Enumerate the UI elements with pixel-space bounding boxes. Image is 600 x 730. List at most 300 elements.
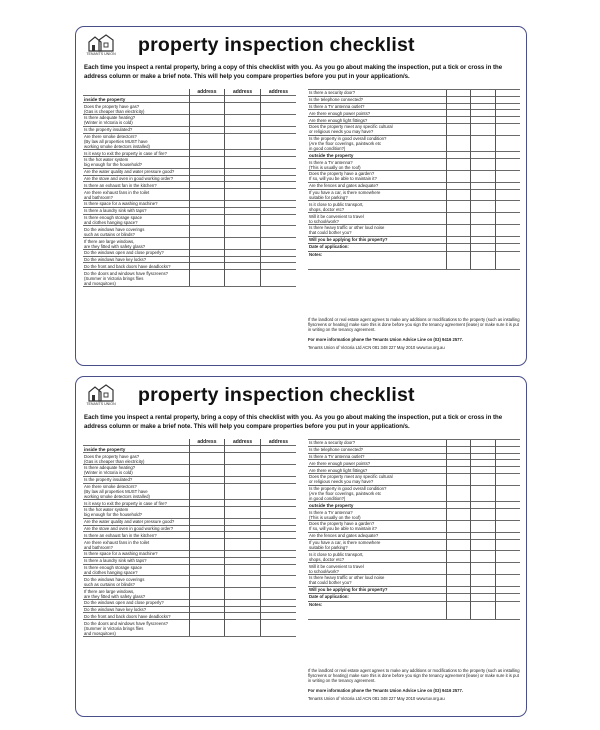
checklist-row — [83, 157, 296, 169]
checklist-row — [308, 123, 520, 135]
address-check-cell[interactable] — [260, 606, 296, 613]
address-check-cell[interactable] — [446, 236, 471, 243]
address-check-cell[interactable] — [225, 557, 261, 564]
address-check-cell[interactable] — [260, 200, 296, 207]
address-check-cell[interactable] — [189, 214, 225, 226]
address-check-cell[interactable] — [495, 574, 520, 586]
address-check-cell[interactable] — [495, 251, 520, 269]
address-check-cell[interactable] — [225, 525, 261, 532]
checklist-question: Is it easy to exit the property in case of fire? — [83, 150, 189, 157]
address-check-cell[interactable] — [225, 114, 261, 126]
checklist-question: Does the property have gas? (Gas is cheaper than electricity) — [83, 453, 189, 465]
address-check-cell[interactable] — [189, 207, 225, 214]
address-check-cell[interactable] — [225, 189, 261, 201]
address-check-cell[interactable] — [225, 599, 261, 606]
address-check-cell[interactable] — [260, 182, 296, 189]
address-check-cell[interactable] — [471, 251, 496, 269]
address-check-cell[interactable] — [471, 96, 496, 103]
address-check-cell[interactable] — [260, 168, 296, 175]
checklist-question: Do the doors and windows have flyscreens? (Summer in Victoria brings flies and mosquitoes) — [83, 620, 189, 637]
address-check-cell[interactable] — [225, 576, 261, 588]
address-check-cell[interactable] — [189, 175, 225, 182]
address-check-cell[interactable] — [260, 500, 296, 507]
address-check-cell[interactable] — [189, 507, 225, 519]
address-check-cell[interactable] — [225, 464, 261, 476]
checklist-question: Are there exhaust fans in the toilet and bathroom? — [83, 189, 189, 201]
address-check-cell[interactable] — [225, 483, 261, 500]
checklist-question: Is there space for a washing machine? — [83, 200, 189, 207]
address-check-cell[interactable] — [446, 551, 471, 563]
address-check-cell[interactable] — [225, 507, 261, 519]
address-check-cell[interactable] — [260, 588, 296, 600]
address-check-cell[interactable] — [446, 460, 471, 467]
address-check-cell[interactable] — [495, 243, 520, 251]
column-header-address: address — [260, 439, 296, 446]
address-check-cell[interactable] — [471, 485, 496, 502]
address-check-cell[interactable] — [446, 586, 471, 593]
address-check-cell[interactable] — [446, 467, 471, 474]
checklist-row — [83, 464, 296, 476]
address-check-cell[interactable] — [260, 226, 296, 238]
checklist-question: Do the front and back doors have deadlocks? — [83, 613, 189, 620]
address-check-cell[interactable] — [225, 606, 261, 613]
address-check-cell[interactable] — [225, 446, 261, 453]
address-check-cell[interactable] — [446, 135, 471, 152]
checklist-question: Date of application: — [308, 593, 446, 601]
address-check-cell[interactable] — [471, 574, 496, 586]
address-check-cell[interactable] — [189, 157, 225, 169]
address-check-cell[interactable] — [446, 123, 471, 135]
address-check-cell[interactable] — [446, 243, 471, 251]
checklist-row — [308, 586, 520, 593]
address-check-cell[interactable] — [225, 126, 261, 133]
address-check-cell[interactable] — [189, 226, 225, 238]
address-check-cell[interactable] — [446, 593, 471, 601]
address-check-cell[interactable] — [189, 270, 225, 287]
address-check-cell[interactable] — [471, 460, 496, 467]
address-check-cell[interactable] — [495, 189, 520, 201]
address-check-cell[interactable] — [446, 446, 471, 453]
checklist-row — [308, 460, 520, 467]
address-check-cell[interactable] — [495, 135, 520, 152]
address-check-cell[interactable] — [260, 214, 296, 226]
checklist-question: Is there a TV antenna outlet? — [308, 453, 446, 460]
checklist-row — [83, 249, 296, 256]
address-check-cell[interactable] — [260, 613, 296, 620]
address-check-cell[interactable] — [260, 539, 296, 551]
address-check-cell[interactable] — [225, 500, 261, 507]
address-check-cell[interactable] — [225, 249, 261, 256]
checklist-row — [83, 606, 296, 613]
address-check-cell[interactable] — [495, 213, 520, 225]
address-check-cell[interactable] — [471, 159, 496, 171]
address-check-cell[interactable] — [260, 270, 296, 287]
address-check-cell[interactable] — [471, 236, 496, 243]
address-check-cell[interactable] — [471, 213, 496, 225]
address-check-cell[interactable] — [225, 550, 261, 557]
address-check-cell[interactable] — [260, 518, 296, 525]
address-check-cell[interactable] — [189, 263, 225, 270]
address-check-cell[interactable] — [260, 453, 296, 465]
address-check-cell[interactable] — [260, 599, 296, 606]
address-check-cell[interactable] — [260, 525, 296, 532]
address-check-cell[interactable] — [189, 518, 225, 525]
checklist-question: Does the property have a garden? If so, will you be able to maintain it? — [308, 521, 446, 533]
address-check-cell[interactable] — [260, 564, 296, 576]
address-check-cell[interactable] — [189, 539, 225, 551]
address-check-cell[interactable] — [260, 256, 296, 263]
address-check-cell[interactable] — [446, 90, 471, 97]
address-check-cell[interactable] — [471, 473, 496, 485]
address-check-cell[interactable] — [446, 152, 471, 159]
checklist-row — [308, 117, 520, 124]
address-check-cell[interactable] — [260, 207, 296, 214]
column-header-address: address — [225, 89, 261, 96]
address-check-cell[interactable] — [471, 601, 496, 619]
address-check-cell[interactable] — [471, 467, 496, 474]
checklist-question: Is there enough storage space and clothes hanging space? — [83, 214, 189, 226]
address-check-cell[interactable] — [189, 133, 225, 150]
checklist-question: Do the windows have key locks? — [83, 606, 189, 613]
address-check-cell[interactable] — [495, 236, 520, 243]
address-check-cell[interactable] — [260, 150, 296, 157]
address-check-cell[interactable] — [446, 110, 471, 117]
address-check-cell[interactable] — [189, 103, 225, 115]
address-check-cell[interactable] — [446, 502, 471, 509]
address-check-cell[interactable] — [260, 550, 296, 557]
address-check-cell[interactable] — [471, 551, 496, 563]
address-check-cell[interactable] — [471, 90, 496, 97]
address-check-cell[interactable] — [260, 249, 296, 256]
address-check-cell[interactable] — [471, 171, 496, 183]
address-check-cell[interactable] — [260, 557, 296, 564]
address-check-cell[interactable] — [471, 593, 496, 601]
address-check-cell[interactable] — [471, 563, 496, 575]
address-check-cell[interactable] — [446, 159, 471, 171]
address-check-cell[interactable] — [189, 464, 225, 476]
checklist-question: Are there enough light fittings? — [308, 467, 446, 474]
section-heading-row — [308, 152, 520, 159]
footer-org: Tenants Union of Victoria Ltd ACN 081 348 227 May 2010 www.tuv.org.au — [308, 344, 445, 350]
address-check-cell[interactable] — [189, 189, 225, 201]
address-check-cell[interactable] — [189, 150, 225, 157]
address-check-cell[interactable] — [495, 96, 520, 103]
address-check-cell[interactable] — [189, 613, 225, 620]
address-check-cell[interactable] — [471, 103, 496, 110]
checklist-row — [83, 483, 296, 500]
address-check-cell[interactable] — [189, 96, 225, 103]
address-check-cell[interactable] — [189, 532, 225, 539]
address-check-cell[interactable] — [471, 586, 496, 593]
address-check-cell[interactable] — [189, 500, 225, 507]
address-check-cell[interactable] — [225, 613, 261, 620]
checklist-row — [308, 224, 520, 236]
address-check-cell[interactable] — [260, 476, 296, 483]
checklist-row — [308, 574, 520, 586]
address-check-cell[interactable] — [446, 171, 471, 183]
address-check-cell[interactable] — [225, 182, 261, 189]
address-check-cell[interactable] — [260, 189, 296, 201]
address-check-cell[interactable] — [446, 440, 471, 447]
checklist-question: Is the telephone connected? — [308, 446, 446, 453]
address-check-cell[interactable] — [495, 201, 520, 213]
address-check-cell[interactable] — [495, 159, 520, 171]
address-check-cell[interactable] — [495, 110, 520, 117]
address-check-cell[interactable] — [260, 507, 296, 519]
address-check-cell[interactable] — [225, 214, 261, 226]
address-check-cell[interactable] — [495, 90, 520, 97]
checklist-row — [83, 150, 296, 157]
address-check-cell[interactable] — [189, 525, 225, 532]
address-check-cell[interactable] — [495, 502, 520, 509]
address-check-cell[interactable] — [495, 532, 520, 539]
address-check-cell[interactable] — [471, 189, 496, 201]
address-check-cell[interactable] — [225, 103, 261, 115]
address-check-cell[interactable] — [189, 256, 225, 263]
checklist-question: Will you be applying for this property? — [308, 586, 446, 593]
address-check-cell[interactable] — [225, 620, 261, 637]
address-check-cell[interactable] — [495, 521, 520, 533]
address-check-cell[interactable] — [471, 453, 496, 460]
address-check-cell[interactable] — [189, 483, 225, 500]
checklist-question: Will you be applying for this property? — [308, 236, 446, 243]
address-check-cell[interactable] — [189, 550, 225, 557]
address-check-cell[interactable] — [446, 189, 471, 201]
checklist-question: Are the water quality and water pressure good? — [83, 168, 189, 175]
address-check-cell[interactable] — [189, 182, 225, 189]
address-check-cell[interactable] — [471, 152, 496, 159]
checklist-row — [83, 270, 296, 287]
address-check-cell[interactable] — [189, 168, 225, 175]
section-heading: outside the property — [308, 152, 446, 159]
address-check-cell[interactable] — [495, 593, 520, 601]
address-check-cell[interactable] — [189, 126, 225, 133]
address-check-cell[interactable] — [446, 485, 471, 502]
address-check-cell[interactable] — [495, 563, 520, 575]
checklist-row — [308, 473, 520, 485]
address-check-cell[interactable] — [260, 263, 296, 270]
address-check-cell[interactable] — [471, 135, 496, 152]
address-check-cell[interactable] — [225, 588, 261, 600]
checklist-question: Do the doors and windows have flyscreens? (Summer in Victoria brings flies and mosquitoes) — [83, 270, 189, 287]
address-check-cell[interactable] — [189, 249, 225, 256]
address-check-cell[interactable] — [225, 175, 261, 182]
address-check-cell[interactable] — [495, 224, 520, 236]
address-check-cell[interactable] — [225, 256, 261, 263]
address-check-cell[interactable] — [446, 213, 471, 225]
address-check-cell[interactable] — [189, 476, 225, 483]
address-check-cell[interactable] — [471, 532, 496, 539]
address-check-cell[interactable] — [471, 446, 496, 453]
address-check-cell[interactable] — [189, 620, 225, 637]
checklist-question: Are there enough power points? — [308, 110, 446, 117]
address-check-cell[interactable] — [189, 453, 225, 465]
address-check-cell[interactable] — [495, 182, 520, 189]
address-check-cell[interactable] — [446, 224, 471, 236]
address-check-cell[interactable] — [446, 532, 471, 539]
checklist-row — [83, 214, 296, 226]
address-check-cell[interactable] — [225, 476, 261, 483]
address-check-cell[interactable] — [225, 168, 261, 175]
address-check-cell[interactable] — [471, 243, 496, 251]
address-check-cell[interactable] — [446, 251, 471, 269]
address-check-cell[interactable] — [189, 446, 225, 453]
footer — [308, 668, 520, 701]
checklist-row — [308, 521, 520, 533]
footer-org: Tenants Union of Victoria Ltd ACN 081 348 227 May 2010 www.tuv.org.au — [308, 695, 445, 701]
address-check-cell[interactable] — [260, 238, 296, 250]
address-check-cell[interactable] — [189, 557, 225, 564]
address-check-cell[interactable] — [471, 224, 496, 236]
checklist-question: Is there adequate heating? (Winter in Victoria is cold) — [83, 464, 189, 476]
address-check-cell[interactable] — [495, 460, 520, 467]
address-check-cell[interactable] — [471, 182, 496, 189]
checklist-question: Is there adequate heating? (Winter in Victoria is cold) — [83, 114, 189, 126]
address-check-cell[interactable] — [225, 453, 261, 465]
checklist-row — [308, 213, 520, 225]
footer-phone: For more information phone the Tenants Union Advice Line on (03) 9416 2577. — [308, 687, 463, 693]
address-check-cell[interactable] — [225, 207, 261, 214]
address-check-cell[interactable] — [495, 551, 520, 563]
address-check-cell[interactable] — [446, 201, 471, 213]
address-check-cell[interactable] — [260, 126, 296, 133]
address-check-cell[interactable] — [446, 509, 471, 521]
address-check-cell[interactable] — [495, 586, 520, 593]
checklist-row — [83, 168, 296, 175]
address-check-cell[interactable] — [495, 467, 520, 474]
checklist-question: Do the windows open and close properly? — [83, 599, 189, 606]
address-check-cell[interactable] — [495, 539, 520, 551]
footer-note: If the landlord or real estate agent agrees to make any additions or modifications to the property (such as installing flyscreens or heating) make sure this is done before you sign the tenancy agreement (lease) or make sure it is put in writing on the tenancy agreement. — [308, 668, 520, 684]
address-check-cell[interactable] — [225, 539, 261, 551]
checklist-question: Do the windows have key locks? — [83, 256, 189, 263]
checklist-question: Is it easy to exit the property in case of fire? — [83, 500, 189, 507]
address-check-cell[interactable] — [260, 483, 296, 500]
address-check-cell[interactable] — [471, 201, 496, 213]
address-check-cell[interactable] — [446, 563, 471, 575]
address-check-cell[interactable] — [495, 440, 520, 447]
address-check-cell[interactable] — [260, 103, 296, 115]
address-check-cell[interactable] — [189, 588, 225, 600]
address-check-cell[interactable] — [260, 157, 296, 169]
address-check-cell[interactable] — [446, 117, 471, 124]
address-check-cell[interactable] — [495, 473, 520, 485]
address-check-cell[interactable] — [446, 601, 471, 619]
address-check-cell[interactable] — [225, 96, 261, 103]
checklist-question: Is the property insulated? — [83, 126, 189, 133]
address-check-cell[interactable] — [471, 110, 496, 117]
address-check-cell[interactable] — [189, 200, 225, 207]
address-check-cell[interactable] — [495, 453, 520, 460]
checklist-question: Are there smoke detectors? (By law all properties MUST have working smoke detectors installed) — [83, 483, 189, 500]
checklist-question: Is the hot water system big enough for the household? — [83, 507, 189, 519]
address-check-cell[interactable] — [189, 576, 225, 588]
address-check-cell[interactable] — [471, 502, 496, 509]
checklist-row — [308, 593, 520, 601]
address-check-cell[interactable] — [495, 123, 520, 135]
address-check-cell[interactable] — [225, 157, 261, 169]
address-check-cell[interactable] — [446, 521, 471, 533]
address-check-cell[interactable] — [225, 263, 261, 270]
checklist-row — [83, 500, 296, 507]
checklist-question: Is there a TV antenna? (This is usually on the roof) — [308, 159, 446, 171]
checklist-row — [308, 453, 520, 460]
address-check-cell[interactable] — [495, 509, 520, 521]
address-check-cell[interactable] — [260, 464, 296, 476]
address-check-cell[interactable] — [225, 532, 261, 539]
checklist-row — [308, 96, 520, 103]
checklist-row — [308, 467, 520, 474]
address-check-cell[interactable] — [260, 96, 296, 103]
address-check-cell[interactable] — [446, 539, 471, 551]
address-check-cell[interactable] — [260, 133, 296, 150]
checklist-table-left — [83, 89, 296, 287]
address-check-cell[interactable] — [495, 171, 520, 183]
checklist-question: Do the windows open and close properly? — [83, 249, 189, 256]
address-check-cell[interactable] — [446, 96, 471, 103]
address-check-cell[interactable] — [225, 200, 261, 207]
checklist-row — [83, 182, 296, 189]
address-check-cell[interactable] — [260, 576, 296, 588]
section-heading: inside the property — [83, 96, 189, 103]
address-check-cell[interactable] — [471, 539, 496, 551]
address-check-cell[interactable] — [225, 518, 261, 525]
address-check-cell[interactable] — [225, 270, 261, 287]
address-check-cell[interactable] — [471, 123, 496, 135]
address-check-cell[interactable] — [495, 103, 520, 110]
address-check-cell[interactable] — [471, 521, 496, 533]
address-check-cell[interactable] — [495, 485, 520, 502]
address-check-cell[interactable] — [495, 601, 520, 619]
address-check-cell[interactable] — [225, 150, 261, 157]
address-check-cell[interactable] — [446, 453, 471, 460]
checklist-row — [308, 90, 520, 97]
address-check-cell[interactable] — [471, 509, 496, 521]
address-check-cell[interactable] — [260, 114, 296, 126]
address-check-cell[interactable] — [260, 446, 296, 453]
address-check-cell[interactable] — [225, 564, 261, 576]
checklist-row — [308, 551, 520, 563]
address-check-cell[interactable] — [471, 440, 496, 447]
address-check-cell[interactable] — [225, 226, 261, 238]
address-check-cell[interactable] — [495, 117, 520, 124]
address-check-cell[interactable] — [446, 103, 471, 110]
address-check-cell[interactable] — [260, 620, 296, 637]
address-check-cell[interactable] — [189, 599, 225, 606]
address-check-cell[interactable] — [446, 182, 471, 189]
address-check-cell[interactable] — [189, 564, 225, 576]
address-check-cell[interactable] — [225, 133, 261, 150]
checklist-table-left — [83, 439, 296, 637]
address-check-cell[interactable] — [446, 473, 471, 485]
checklist-row — [83, 238, 296, 250]
intro-text: Each time you inspect a rental property, bring a copy of this checklist with you. As you go about making the inspection, put a tick or cross in the address column or make a brief note. This will help you compare properties before you put in your application/s. — [84, 414, 503, 431]
page-title: property inspection checklist — [138, 384, 415, 406]
address-check-cell[interactable] — [225, 238, 261, 250]
address-check-cell[interactable] — [471, 117, 496, 124]
address-check-cell[interactable] — [495, 446, 520, 453]
checklist-table-right — [308, 89, 520, 270]
checklist-question: Is there an exhaust fan in the kitchen? — [83, 532, 189, 539]
address-check-cell[interactable] — [189, 114, 225, 126]
address-check-cell[interactable] — [495, 152, 520, 159]
checklist-question: Is there a security door? — [308, 440, 446, 447]
address-check-cell[interactable] — [260, 175, 296, 182]
address-check-cell[interactable] — [189, 238, 225, 250]
address-check-cell[interactable] — [260, 532, 296, 539]
address-check-cell[interactable] — [446, 574, 471, 586]
address-check-cell[interactable] — [189, 606, 225, 613]
